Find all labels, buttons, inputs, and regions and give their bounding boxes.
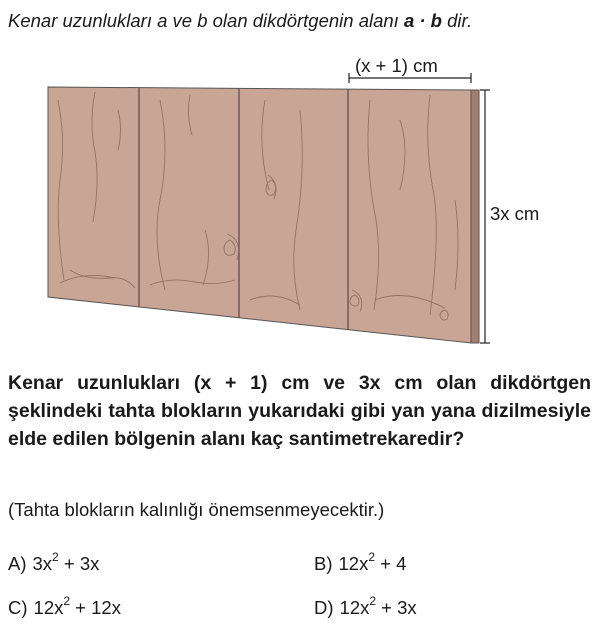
option-d-coef: 12x (339, 597, 370, 618)
option-a-letter: A) (8, 553, 27, 574)
intro-text-after: dir. (441, 10, 473, 31)
option-c-letter: C) (8, 597, 28, 618)
side-dimension-label: 3x cm (490, 203, 540, 224)
option-b-coef: 12x (338, 553, 369, 574)
option-a-rest: + 3x (58, 553, 100, 574)
option-d-exp: 2 (369, 593, 377, 608)
option-a-exp: 2 (52, 549, 59, 564)
area-formula: a · b (403, 10, 442, 31)
question-text: Kenar uzunlukları (x + 1) cm ve 3x cm olan dikdörtgen şeklindeki tahta blokların yukarıdaki gibi yan yana dizilmesiyle elde edilen bölgenin alanı kaç santimetrekaredir? (8, 372, 591, 451)
option-d-letter: D) (314, 597, 334, 618)
wood-panel-side (471, 90, 479, 343)
option-a-coef: 3x (32, 553, 53, 574)
top-dimension-label: (x + 1) cm (355, 55, 438, 76)
option-b-rest: + 4 (375, 553, 407, 574)
option-c-coef: 12x (33, 597, 64, 618)
question-note: (Tahta blokların kalınlığı önemsenmeyecektir.) (8, 499, 385, 520)
option-c-rest: + 12x (70, 597, 121, 618)
option-d-rest: + 3x (376, 597, 417, 618)
option-c[interactable] (8, 593, 121, 619)
option-b-exp: 2 (368, 549, 376, 564)
side-dimension (480, 90, 490, 343)
wood-panel-front (48, 87, 471, 343)
option-a[interactable] (8, 549, 100, 575)
option-b[interactable] (314, 549, 407, 575)
intro-text-before: Kenar uzunlukları a ve b olan dikdörtgenin alanı (8, 10, 404, 31)
option-b-letter: B) (314, 553, 333, 574)
option-c-exp: 2 (63, 593, 71, 608)
option-d[interactable] (314, 593, 417, 619)
